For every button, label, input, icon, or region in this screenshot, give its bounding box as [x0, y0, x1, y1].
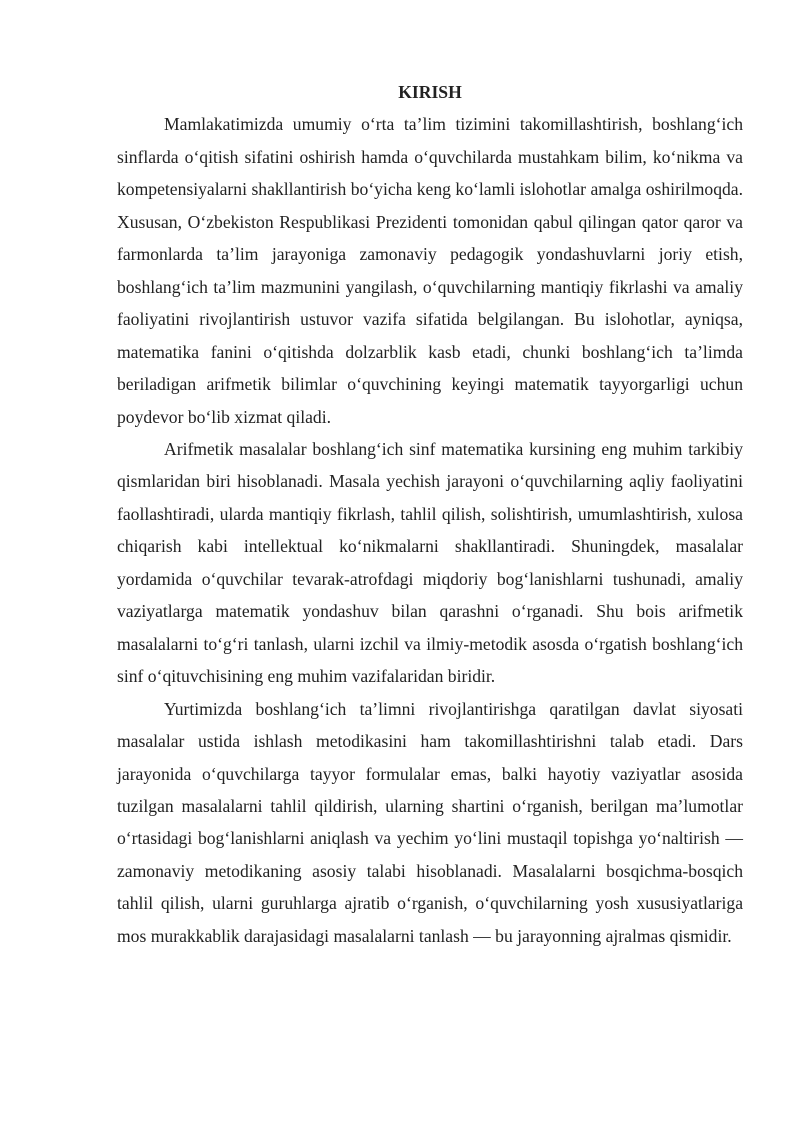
document-body — [117, 76, 743, 952]
paragraph-3: Yurtimizda boshlang‘ich ta’limni rivojlantirishga qaratilgan davlat siyosati masalalar ustida ishlash metodikasini ham takomillashtirishni talab etadi. Dars jarayonida o‘quvchilarga tayyor formulalar emas, balki hayotiy vaziyatlar asosida tuzilgan masalalarni tahlil qildirish, ularning shartini o‘rganish, berilgan ma’lumotlar o‘rtasidagi bog‘lanishlarni aniqlash va yechim yo‘lini mustaqil topishga yo‘naltirish — zamonaviy metodikaning asosiy talabi hisoblanadi. Masalalarni bosqichma-bosqich tahlil qilish, ularni guruhlarga ajratib o‘rganish, o‘quvchilarning yosh xususiyatlariga mos murakkablik darajasidagi masalalarni tanlash — bu jarayonning ajralmas qismidir. — [117, 698, 743, 946]
paragraph-1: Mamlakatimizda umumiy o‘rta ta’lim tizimini takomillashtirish, boshlang‘ich sinflarda o‘qitish sifatini oshirish hamda o‘quvchilarda mustahkam bilim, ko‘nikma va kompetensiyalarni shakllantirish bo‘yicha keng ko‘lamli islohotlar amalga oshirilmoqda. Xususan, O‘zbekiston Respublikasi Prezidenti tomonidan qabul qilingan qator qaror va farmonlarda ta’lim jarayoniga zamonaviy pedagogik yondashuvlarni joriy etish, boshlang‘ich ta’lim mazmunini yangilash, o‘quvchilarning mantiqiy fikrlashi va amaliy faoliyatini rivojlantirish ustuvor vazifa sifatida belgilangan. Bu islohotlar, ayniqsa, matematika fanini o‘qitishda dolzarblik kasb etadi, chunki boshlang‘ich ta’limda beriladigan arifmetik bilimlar o‘quvchining keyingi matematik tayyorgarligi uchun poydevor bo‘lib xizmat qiladi. — [117, 114, 743, 427]
paragraph-2: Arifmetik masalalar boshlang‘ich sinf matematika kursining eng muhim tarkibiy qismlaridan biri hisoblanadi. Masala yechish jarayoni o‘quvchilarning aqliy faoliyatini faollashtiradi, ularda mantiqiy fikrlash, tahlil qilish, solishtirish, umumlashtirish, xulosa chiqarish kabi intellektual ko‘nikmalarni shakllantiradi. Shuningdek, masalalar yordamida o‘quvchilar tevarak-atrofdagi miqdoriy bog‘lanishlarni tushunadi, amaliy vaziyatlarga matematik yondashuv bilan qarashni o‘rganadi. Shu bois arifmetik masalalarni to‘g‘ri tanlash, ularni izchil va ilmiy-metodik asosda o‘rgatish boshlang‘ich sinf o‘qituvchisining eng muhim vazifalaridan biridir. — [117, 438, 743, 687]
page-title: KIRISH — [398, 82, 462, 102]
